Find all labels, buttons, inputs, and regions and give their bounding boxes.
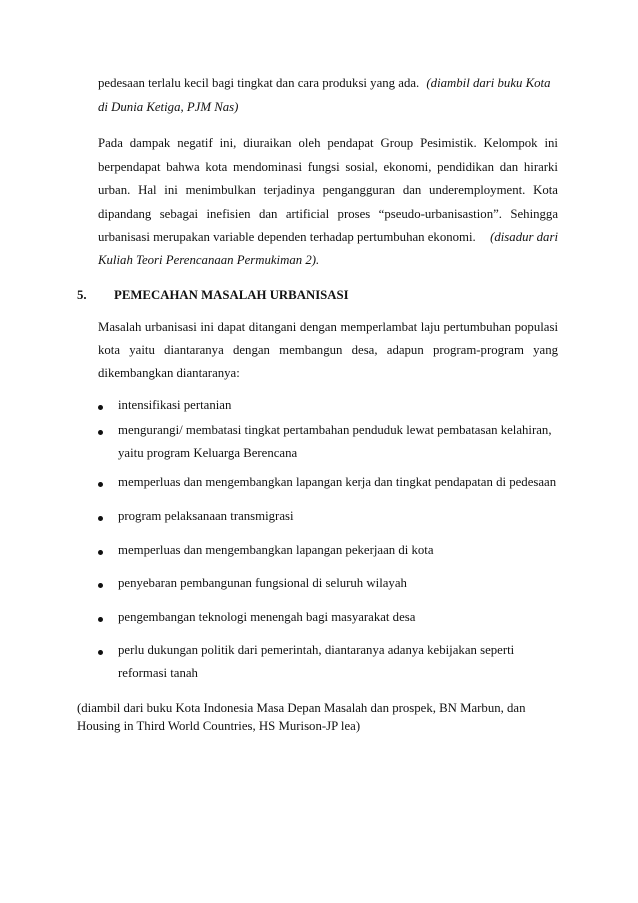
bullet-icon bbox=[98, 550, 106, 558]
intro-line-2: kota yaitu diantaranya dengan membangun desa, adapun program-program yang bbox=[98, 343, 558, 357]
bullet-item-5: memperluas dan mengembangkan lapangan pekerjaan di kota bbox=[118, 543, 434, 557]
intro-line-3: dikembangkan diantaranya: bbox=[98, 366, 240, 380]
paragraph-pesimistik-line-2: berpendapat bahwa kota mendominasi fungsi sosial, ekonomi, pendidikan dan hirarki bbox=[98, 160, 558, 174]
bullet-item-6: penyebaran pembangunan fungsional di seluruh wilayah bbox=[118, 576, 407, 590]
footer-citation-line-1: (diambil dari buku Kota Indonesia Masa Depan Masalah dan prospek, BN Marbun, dan bbox=[77, 701, 526, 715]
bullet-icon bbox=[98, 583, 106, 591]
citation-italic: (diambil dari buku Kota bbox=[426, 76, 551, 90]
paragraph-pesimistik-line-1: Pada dampak negatif ini, diuraikan oleh pendapat Group Pesimistik. Kelompok ini bbox=[98, 136, 558, 150]
bullet-icon bbox=[98, 516, 106, 524]
intro-line-1: Masalah urbanisasi ini dapat ditangani dengan memperlambat laju pertumbuhan populasi bbox=[98, 320, 558, 334]
bullet-icon bbox=[98, 430, 106, 438]
bullet-item-7: pengembangan teknologi menengah bagi masyarakat desa bbox=[118, 610, 416, 624]
paragraph-pesimistik-line-6: Kuliah Teori Perencanaan Permukiman 2). bbox=[98, 253, 320, 267]
bullet-icon bbox=[98, 617, 106, 625]
bullet-icon bbox=[98, 482, 106, 490]
bullet-item-2-line-2: yaitu program Keluarga Berencana bbox=[118, 446, 298, 460]
bullet-item-8-line-1: perlu dukungan politik dari pemerintah, diantaranya adanya kebijakan seperti bbox=[118, 643, 515, 657]
paragraph-top-line-2: di Dunia Ketiga, PJM Nas) bbox=[98, 100, 239, 114]
paragraph-pesimistik-line-5 bbox=[98, 230, 558, 245]
footer-citation-line-2: Housing in Third World Countries, HS Murison-JP lea) bbox=[77, 719, 361, 733]
bullet-item-1: intensifikasi pertanian bbox=[118, 398, 232, 412]
bullet-item-4: program pelaksanaan transmigrasi bbox=[118, 509, 294, 523]
section-title: PEMECAHAN MASALAH URBANISASI bbox=[114, 288, 349, 302]
bullet-item-3: memperluas dan mengembangkan lapangan kerja dan tingkat pendapatan di pedesaan bbox=[118, 475, 557, 489]
paragraph-top-line-1 bbox=[98, 76, 550, 91]
paragraph-top-text: pedesaan terlalu kecil bagi tingkat dan cara produksi yang ada. bbox=[98, 76, 420, 90]
section-number: 5. bbox=[77, 288, 87, 302]
bullet-item-8-line-2: reformasi tanah bbox=[118, 666, 198, 680]
paragraph-pesimistik-line-4: dipandang sebagai inefisien dan artificial proses “pseudo-urbanisastion”. Sehingga bbox=[98, 207, 558, 221]
paragraph-pesimistik-text: urbanisasi merupakan variable dependen terhadap pertumbuhan ekonomi. bbox=[98, 230, 476, 244]
paragraph-pesimistik-line-3: urban. Hal ini menimbulkan terjadinya pengangguran dan underemployment. Kota bbox=[98, 183, 558, 197]
bullet-icon bbox=[98, 650, 106, 658]
bullet-icon bbox=[98, 405, 106, 413]
bullet-item-2-line-1: mengurangi/ membatasi tingkat pertambahan penduduk lewat pembatasan kelahiran, bbox=[118, 423, 552, 437]
citation-italic: (disadur dari bbox=[490, 230, 558, 244]
